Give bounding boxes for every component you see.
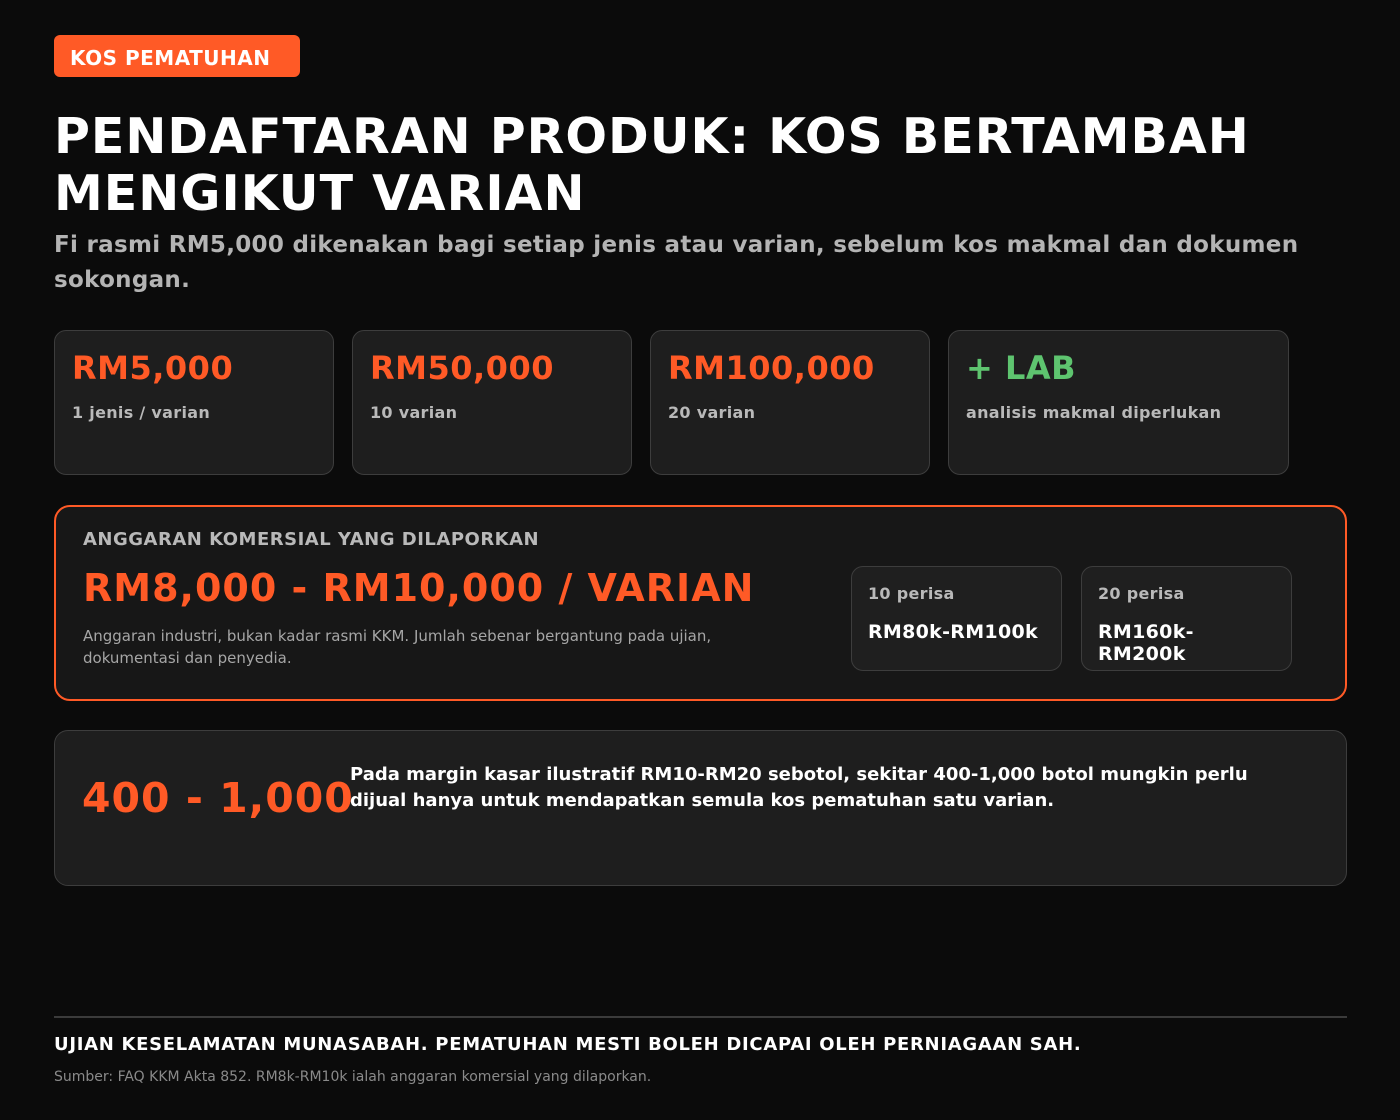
estimate-card-value: RM80k-RM100k (868, 621, 1038, 643)
stat-value: + LAB (966, 349, 1076, 387)
stat-value: RM50,000 (370, 349, 554, 387)
bottle-breakeven-panel (54, 730, 1347, 886)
commercial-estimate-panel (54, 505, 1347, 701)
footer-statement: UJIAN KESELAMATAN MUNASABAH. PEMATUHAN MESTI BOLEH DICAPAI OLEH PERNIAGAAN SAH. (54, 1034, 1082, 1055)
estimate-card-20-flavours (1081, 566, 1292, 671)
estimate-card-10-flavours (851, 566, 1062, 671)
stat-card-one-variant (54, 330, 334, 475)
stat-card-ten-variants (352, 330, 632, 475)
stat-label: 1 jenis / varian (72, 403, 211, 422)
page-title: PENDAFTARAN PRODUK: KOS BERTAMBAH MENGIKUT VARIAN (54, 108, 1250, 222)
stat-label: analisis makmal diperlukan (966, 403, 1222, 422)
stat-value: RM5,000 (72, 349, 234, 387)
stat-label: 20 varian (668, 403, 756, 422)
stat-value: RM100,000 (668, 349, 875, 387)
page-subtitle: Fi rasmi RM5,000 dikenakan bagi setiap jenis atau varian, sebelum kos makmal dan dokumen sokongan. (54, 232, 1299, 293)
bottle-count: 400 - 1,000 (82, 774, 354, 822)
stat-card-lab (948, 330, 1289, 475)
estimate-card-label: 20 perisa (1098, 584, 1185, 603)
estimate-card-value: RM160k-RM200k (1098, 621, 1194, 665)
bottle-explanation: Pada margin kasar ilustratif RM10-RM20 sebotol, sekitar 400-1,000 botol mungkin perlu dijual hanya untuk mendapatkan semula kos pematuhan satu varian. (350, 764, 1248, 811)
estimate-card-label: 10 perisa (868, 584, 955, 603)
footer-divider (54, 1016, 1347, 1018)
category-tag: KOS PEMATUHAN (54, 35, 300, 77)
estimate-value: RM8,000 - RM10,000 / VARIAN (83, 566, 755, 610)
stat-card-twenty-variants (650, 330, 930, 475)
estimate-note: Anggaran industri, bukan kadar rasmi KKM. Jumlah sebenar bergantung pada ujian, dokumentasi dan penyedia. (83, 627, 712, 667)
estimate-label: ANGGARAN KOMERSIAL YANG DILAPORKAN (83, 529, 540, 550)
stat-label: 10 varian (370, 403, 458, 422)
footer-source: Sumber: FAQ KKM Akta 852. RM8k-RM10k ialah anggaran komersial yang dilaporkan. (54, 1069, 652, 1085)
